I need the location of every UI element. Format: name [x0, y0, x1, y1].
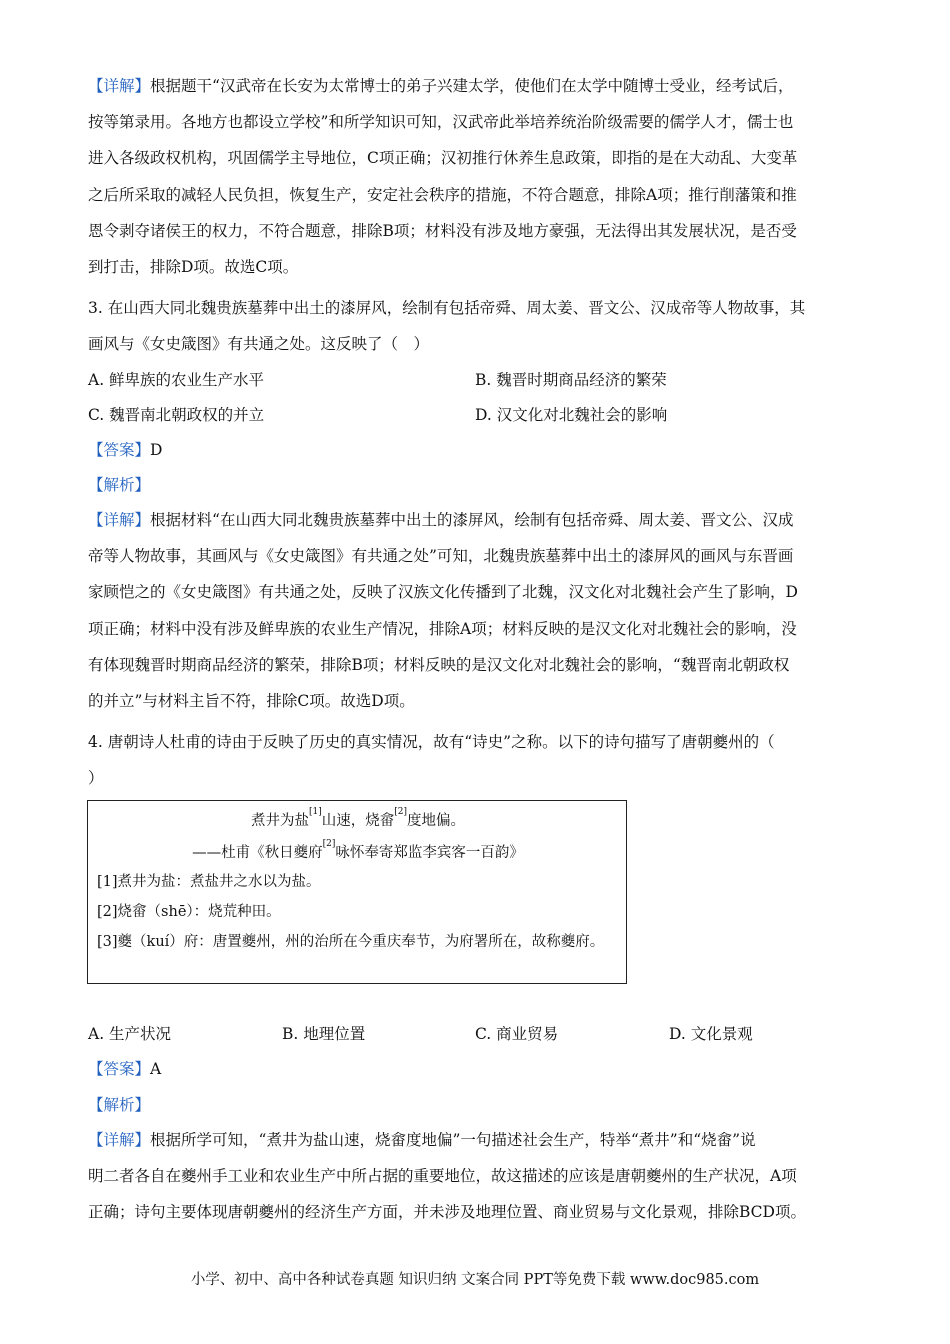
q4-answer: 【答案】A: [88, 1060, 162, 1078]
q4-option-a: A. 生产状况: [88, 1025, 172, 1043]
q3-answer: 【答案】D: [88, 441, 163, 459]
q4-analysis-label: 【解析】: [88, 1096, 151, 1114]
q2-detail: 【详解】根据题干“汉武帝在长安为太常博士的弟子兴建太学，使他们在太学中随博士受业，经考试后， 按等第录用。各地方也都设立学校”和所学知识可知，汉武帝此举培养统治阶级需要的儒学人才，儒士也 进入各级政权机构，巩固儒学主导地位，C项正确；汉初推行休养生息政策，即指的是在大动乱、大变革 之后所采取的减轻人民负担，恢复生产，安定社会秩序的措施，不符合题意，排除A项；推行削藩策和推 恩令剥夺诸侯王的权力，不符合题意，排除B项；材料没有涉及地方豪强，无法得出其发展状况，是否受 到打击，排除D项。故选C项。: [88, 77, 798, 277]
q3-option-d: D. 汉文化对北魏社会的影响: [475, 406, 668, 424]
note-1: [1]煮井为盐：煮盐井之水以为盐。: [97, 874, 321, 890]
q3-detail: 【详解】根据材料“在山西大同北魏贵族墓葬中出土的漆屏风，绘制有包括帝舜、周太姜、晋文公、汉成 帝等人物故事，其画风与《女史箴图》有共通之处”可知，北魏贵族墓葬中出土的漆屏风的画风与东晋画 家顾恺之的《女史箴图》有共通之处，反映了汉族文化传播到了北魏，汉文化对北魏社会产生了影响，D 项正确；材料中没有涉及鲜卑族的农业生产情况，排除A项；材料反映的是汉文化对北魏社会的影响，没 有体现魏晋时期商品经济的繁荣，排除B项；材料反映的是汉文化对北魏社会的影响，“魏晋南北朝政权 的并立”与材料主旨不符，排除C项。故选D项。: [88, 511, 798, 711]
note-2: [2]烧畲（shē）：烧荒种田。: [97, 904, 281, 920]
q3-option-c: C. 魏晋南北朝政权的并立: [88, 406, 265, 424]
q3-stem: 3. 在山西大同北魏贵族墓葬中出土的漆屏风，绘制有包括帝舜、周太姜、晋文公、汉成帝等人物故事，其 画风与《女史箴图》有共通之处。这反映了（ ）: [88, 299, 806, 354]
q4-option-c: C. 商业贸易: [475, 1025, 559, 1043]
page-footer: 小学、初中、高中各种试卷真题 知识归纳 文案合同 PPT等免费下载 www.doc985.com: [190, 1272, 760, 1288]
note-3: [3]夔（kuí）府：唐置夔州，州的治所在今重庆奉节，为府署所在，故称夔府。: [97, 934, 605, 950]
poem-source: ——杜甫《秋日夔府[2]咏怀奉寄郑监李宾客一百韵》: [192, 839, 524, 861]
q4-material-box: [87, 800, 627, 984]
q3-option-b: B. 魏晋时期商品经济的繁荣: [475, 371, 667, 389]
detail-label: 【详解】: [88, 77, 151, 95]
q4-option-b: B. 地理位置: [282, 1025, 366, 1043]
q3-option-a: A. 鲜卑族的农业生产水平: [88, 371, 265, 389]
q3-analysis-label: 【解析】: [88, 476, 151, 494]
q4-option-d: D. 文化景观: [669, 1025, 753, 1043]
poem-line: 煮井为盐[1]山速，烧畲[2]度地偏。: [251, 807, 465, 829]
q4-detail: 【详解】根据所学可知，“煮井为盐山速，烧畲度地偏”一句描述社会生产，特举“煮井”和“烧畲”说 明二者各自在夔州手工业和农业生产中所占据的重要地位，故这描述的应该是唐朝夔州的生产状况，A项 正确；诗句主要体现唐朝夔州的经济生产方面，并未涉及地理位置、商业贸易与文化景观，排除BCD项。: [88, 1131, 806, 1222]
q4-stem: 4. 唐朝诗人杜甫的诗由于反映了历史的真实情况，故有“诗史”之称。以下的诗句描写了唐朝夔州的（ ）: [88, 733, 775, 788]
